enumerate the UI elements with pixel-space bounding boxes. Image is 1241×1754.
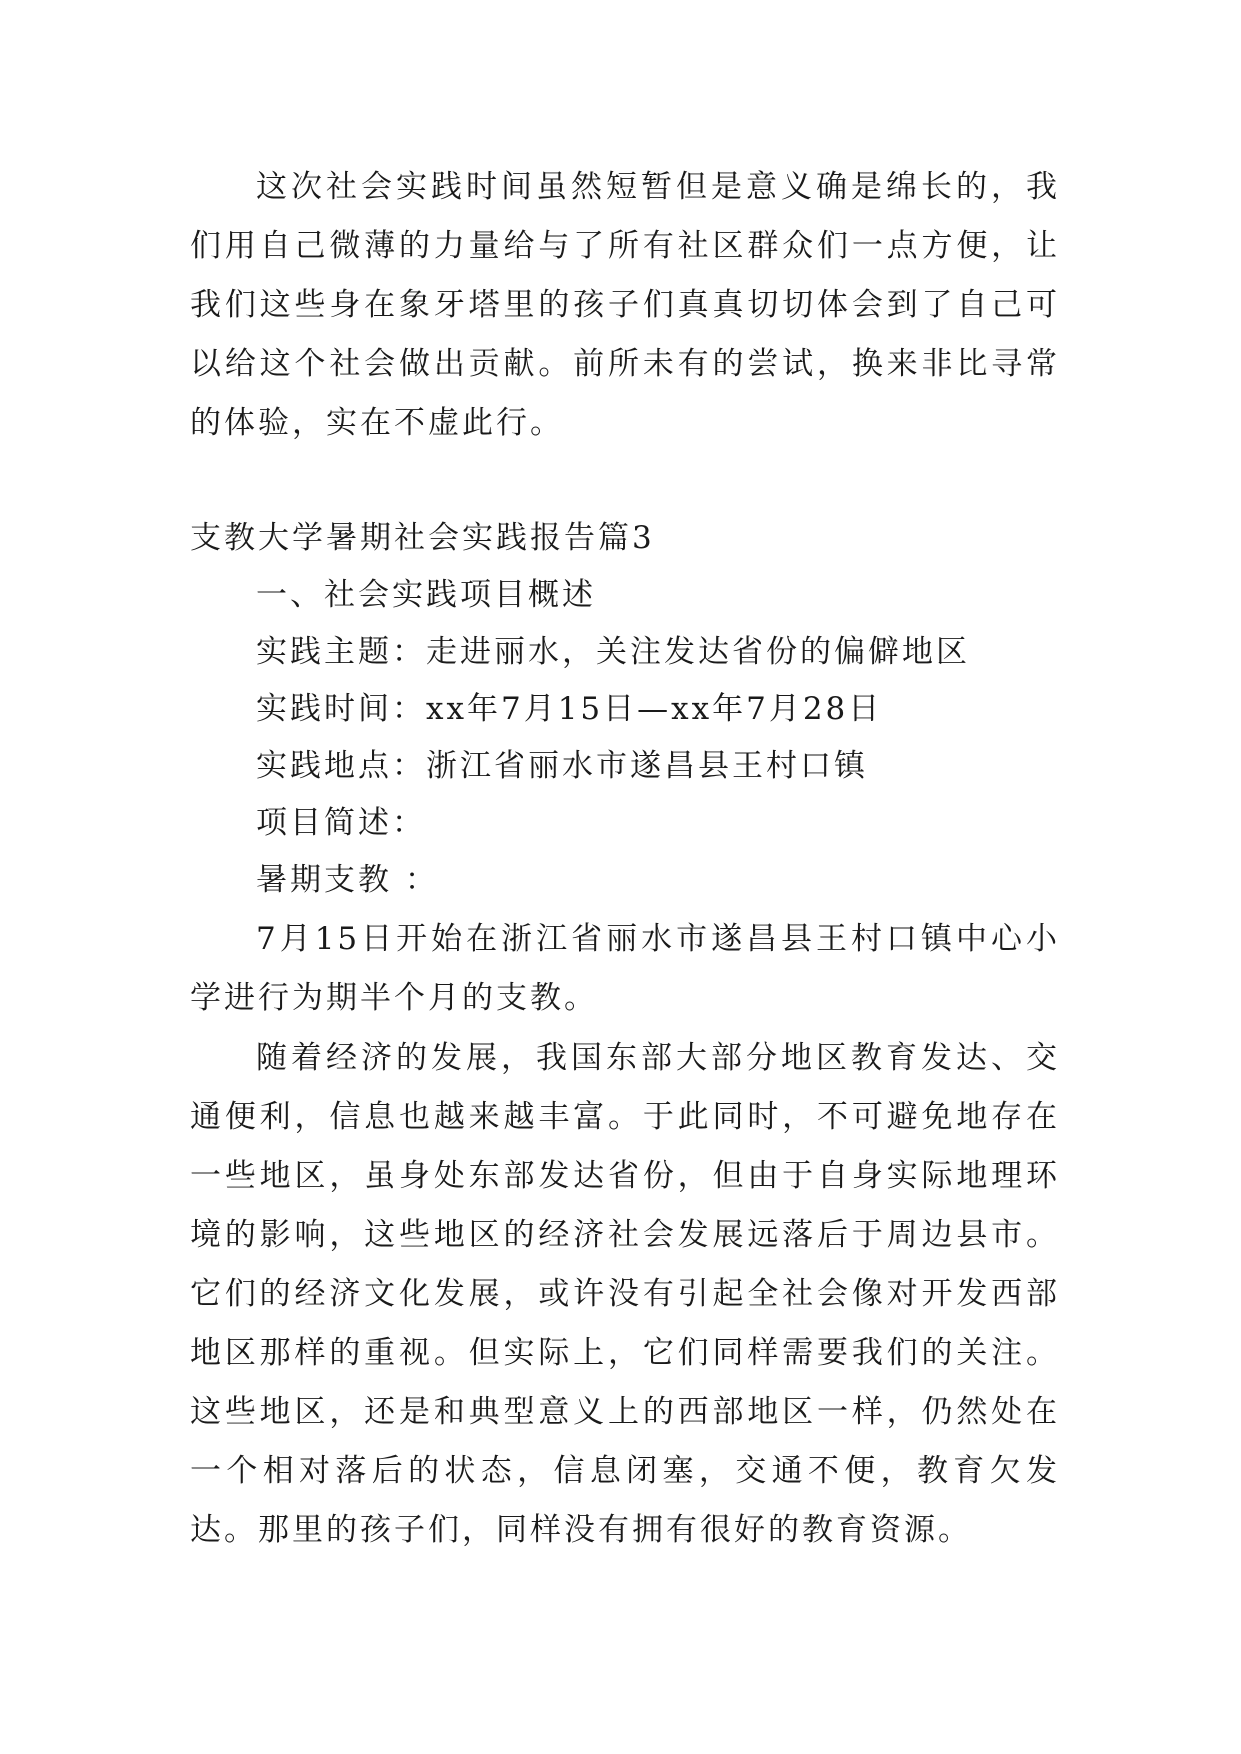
background-paragraph: 随着经济的发展，我国东部大部分地区教育发达、交通便利，信息也越来越丰富。于此同时，不可避免地存在一些地区，虽身处东部发达省份，但由于自身实际地理环境的影响，这些地区的经济社会发展远落后于周边县市。它们的经济文化发展，或许没有引起全社会像对开发西部地区那样的重视。但实际上，它们同样需要我们的关注。这些地区，还是和典型意义上的西部地区一样，仍然处在一个相对落后的状态，信息闭塞，交通不便，教育欠发达。那里的孩子们，同样没有拥有很好的教育资源。 xyxy=(190,1040,1060,1548)
intro-paragraph: 这次社会实践时间虽然短暂但是意义确是绵长的，我们用自己微薄的力量给与了所有社区群众们一点方便，让我们这些身在象牙塔里的孩子们真真切切体会到了自己可以给这个社会做出贡献。前所未有的尝试，换来非比寻常的体验，实在不虚此行。 xyxy=(190,169,1060,441)
start-paragraph: 7月15日开始在浙江省丽水市遂昌县王村口镇中心小学进行为期半个月的支教。 xyxy=(190,921,1060,1016)
section-title: 支教大学暑期社会实践报告篇3 xyxy=(190,520,655,556)
practice-location: 实践地点：浙江省丽水市遂昌县王村口镇 xyxy=(256,748,868,784)
practice-time: 实践时间：xx年7月15日—xx年7月28日 xyxy=(256,691,883,727)
project-summary-label: 项目简述： xyxy=(256,805,426,841)
overview-heading: 一、社会实践项目概述 xyxy=(256,577,596,613)
practice-theme: 实践主题：走进丽水，关注发达省份的偏僻地区 xyxy=(256,634,970,670)
summer-teaching-label: 暑期支教 ： xyxy=(256,862,439,898)
